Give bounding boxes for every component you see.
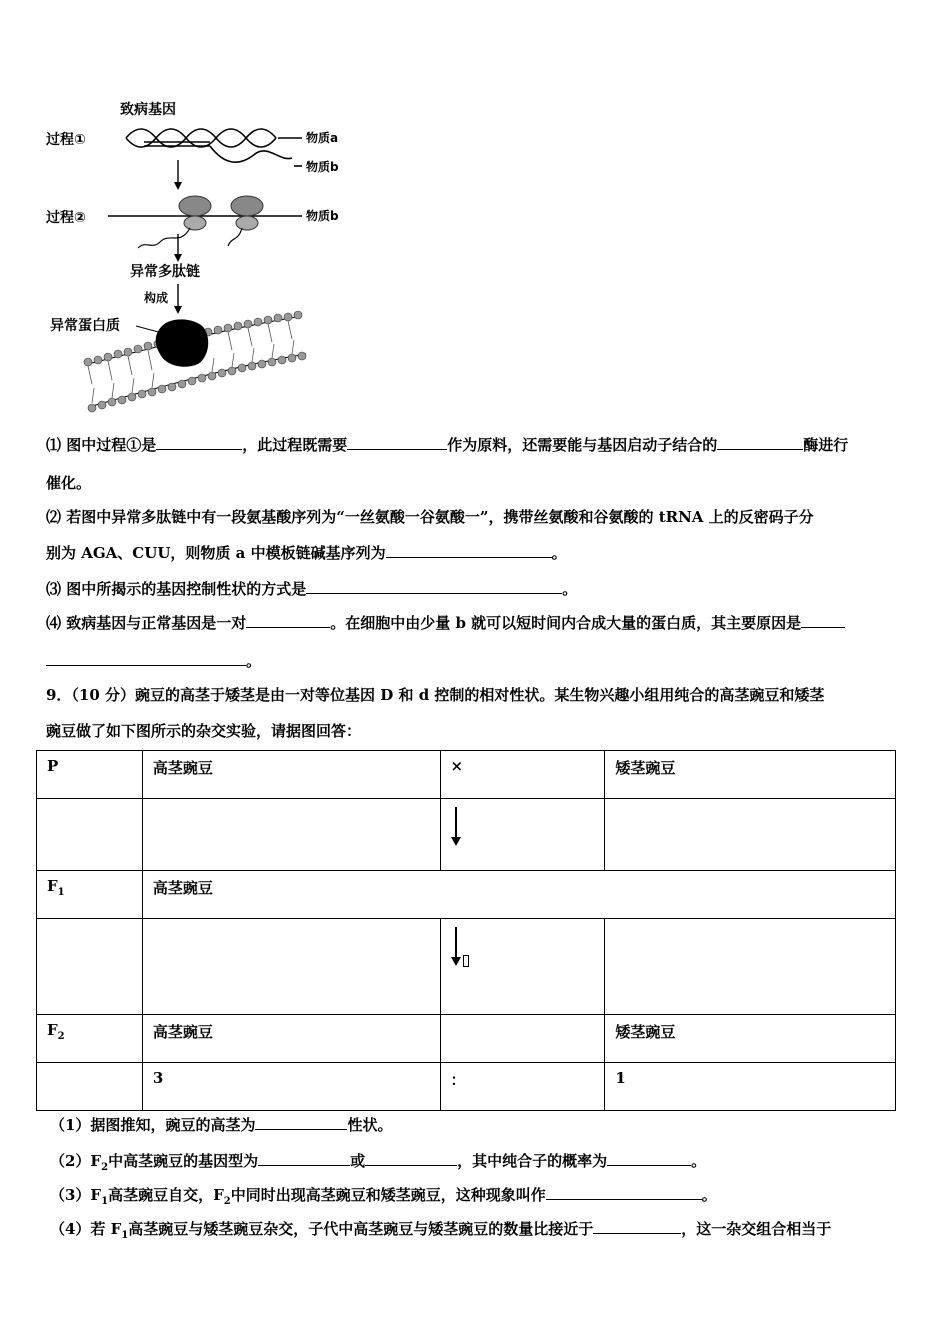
abnormal-protein-shape bbox=[156, 319, 209, 366]
q9-part3-text: 中同时出现高茎豌豆和矮茎豌豆，这种现象叫作 bbox=[230, 1186, 546, 1204]
f2-label-sub: 2 bbox=[57, 1031, 65, 1042]
arrow-down-icon bbox=[451, 805, 461, 845]
answer-blank[interactable] bbox=[801, 613, 845, 628]
answer-blank[interactable] bbox=[347, 435, 447, 450]
q9-intro-cont bbox=[46, 720, 908, 742]
cross-symbol: × bbox=[440, 751, 605, 799]
q8-part1-text: 催化。 bbox=[46, 474, 92, 492]
abnormal-protein-label: 异常蛋白质 bbox=[50, 318, 120, 334]
answer-blank[interactable] bbox=[386, 543, 552, 558]
q9-part3-sub: 1 bbox=[101, 1196, 109, 1207]
q8-part1-text: ，此过程既需要 bbox=[242, 436, 348, 454]
answer-blank[interactable] bbox=[546, 1185, 702, 1200]
q8-part3-text: 。 bbox=[562, 580, 578, 598]
answer-blank[interactable] bbox=[365, 1151, 457, 1166]
gene-label: 致病基因 bbox=[120, 102, 176, 118]
f2-label-text: F bbox=[47, 1021, 58, 1039]
q8-part2 bbox=[46, 506, 908, 528]
ratio-right-cell: 1 bbox=[605, 1063, 896, 1111]
q9-intro-text: 豌豆做了如下图所示的杂交实验，请据图回答： bbox=[46, 722, 362, 740]
table-row bbox=[37, 1063, 896, 1111]
q8-part4-text: 。 bbox=[246, 652, 262, 670]
q8-part3 bbox=[46, 578, 908, 600]
gene-expression-figure bbox=[40, 96, 360, 426]
peptide-chain bbox=[138, 228, 242, 248]
p-tall-cell: 高茎豌豆 bbox=[142, 751, 440, 799]
q8-part2-cont bbox=[46, 542, 908, 564]
q8-part1 bbox=[46, 434, 908, 456]
q9-part4 bbox=[50, 1218, 912, 1247]
arrow-down-icon bbox=[174, 160, 182, 190]
empty-cell bbox=[142, 799, 440, 871]
answer-blank[interactable] bbox=[46, 651, 246, 666]
q8-part2-text: 别为 AGA、CUU，则物质 a 中模板链碱基序列为 bbox=[46, 544, 386, 562]
empty-cell bbox=[37, 799, 143, 871]
q9-part1-text: 性状。 bbox=[347, 1116, 393, 1134]
f2-tall-cell: 高茎豌豆 bbox=[142, 1015, 440, 1063]
process2-label: 过程② bbox=[46, 210, 86, 226]
q9-part4-text: 高茎豌豆与矮茎豌豆杂交，子代中高茎豌豆与矮茎豌豆的数量比接近于 bbox=[128, 1220, 594, 1238]
q8-part4 bbox=[46, 612, 908, 634]
answer-blank[interactable] bbox=[258, 1151, 350, 1166]
q9-part1-text: （1）据图推知，豌豆的高茎为 bbox=[50, 1116, 256, 1134]
q9-part2-sub: 2 bbox=[101, 1162, 109, 1173]
table-row bbox=[37, 919, 896, 1015]
empty-cell bbox=[37, 919, 143, 1015]
q9-part4-sub: 1 bbox=[121, 1230, 129, 1241]
answer-blank[interactable] bbox=[156, 435, 242, 450]
q9-part3-sub: 2 bbox=[223, 1196, 231, 1207]
q9-part2-text: （2）F bbox=[50, 1152, 102, 1170]
substance-a-label: 物质a bbox=[306, 131, 339, 145]
arrow-cell bbox=[440, 919, 605, 1015]
q9-part4-text: （4）若 F bbox=[50, 1220, 122, 1238]
arrow-cell bbox=[440, 799, 605, 871]
cross-table bbox=[36, 750, 896, 1111]
f1-label-text: F bbox=[47, 877, 58, 895]
answer-blank[interactable] bbox=[246, 613, 330, 628]
q9-part2-text: 。 bbox=[691, 1152, 707, 1170]
q8-part1-text: ⑴ 图中过程①是 bbox=[46, 436, 157, 454]
dna-helix bbox=[126, 129, 302, 166]
ratio-sep-cell: ： bbox=[440, 1063, 605, 1111]
table-row bbox=[37, 751, 896, 799]
q9-part3-text: （3）F bbox=[50, 1186, 102, 1204]
p-generation-label: P bbox=[37, 751, 143, 799]
ratio-left-cell: 3 bbox=[142, 1063, 440, 1111]
answer-blank[interactable] bbox=[255, 1115, 347, 1130]
answer-blank[interactable] bbox=[717, 435, 803, 450]
q9-part1 bbox=[50, 1114, 912, 1136]
q9-part4-text: ，这一杂交组合相当于 bbox=[681, 1220, 832, 1238]
f2-generation-label bbox=[37, 1015, 143, 1063]
q9-part3-text: 。 bbox=[701, 1186, 717, 1204]
f1-label-sub: 1 bbox=[57, 887, 65, 898]
q8-part2-text: 。 bbox=[551, 544, 567, 562]
substance-b-label-2: 物质b bbox=[306, 209, 339, 223]
constitutes-label: 构成 bbox=[144, 291, 169, 305]
arrow-down-icon bbox=[451, 925, 461, 965]
empty-cell bbox=[142, 919, 440, 1015]
self-cross-icon bbox=[463, 955, 469, 967]
table-row bbox=[37, 799, 896, 871]
p-dwarf-cell: 矮茎豌豆 bbox=[605, 751, 896, 799]
q8-part4-text: ⑷ 致病基因与正常基因是一对 bbox=[46, 614, 247, 632]
q9-part2-text: 或 bbox=[350, 1152, 366, 1170]
ribosome-icon bbox=[179, 196, 263, 230]
q9-part2-text: ，其中纯合子的概率为 bbox=[457, 1152, 608, 1170]
q9-intro-text: 9．（10 分）豌豆的高茎于矮茎是由一对等位基因 D 和 d 控制的相对性状。某生物兴趣小组用纯合的高茎豌豆和矮茎 bbox=[46, 686, 825, 704]
q9-part2 bbox=[50, 1150, 912, 1179]
process1-label: 过程① bbox=[46, 132, 86, 148]
q8-part4-text: 。在细胞中由少量 b 就可以短时间内合成大量的蛋白质，其主要原因是 bbox=[330, 614, 802, 632]
empty-cell bbox=[37, 1063, 143, 1111]
table-row bbox=[37, 871, 896, 919]
empty-cell bbox=[440, 1015, 605, 1063]
empty-cell bbox=[605, 799, 896, 871]
f2-dwarf-cell: 矮茎豌豆 bbox=[605, 1015, 896, 1063]
q9-part2-text: 中高茎豌豆的基因型为 bbox=[108, 1152, 259, 1170]
empty-cell bbox=[605, 919, 896, 1015]
answer-blank[interactable] bbox=[593, 1219, 681, 1234]
f1-generation-label bbox=[37, 871, 143, 919]
q8-part1-text: 作为原料，还需要能与基因启动子结合的 bbox=[447, 436, 718, 454]
table-row bbox=[37, 1015, 896, 1063]
abnormal-peptide-label: 异常多肽链 bbox=[130, 264, 200, 280]
q8-part1-cont bbox=[46, 472, 908, 494]
q9-part3 bbox=[50, 1184, 912, 1213]
answer-blank[interactable] bbox=[607, 1151, 691, 1166]
f1-tall-cell: 高茎豌豆 bbox=[142, 871, 895, 919]
q8-part3-text: ⑶ 图中所揭示的基因控制性状的方式是 bbox=[46, 580, 307, 598]
q9-intro bbox=[46, 684, 908, 706]
answer-blank[interactable] bbox=[306, 579, 562, 594]
q8-part2-text: ⑵ 若图中异常多肽链中有一段氨基酸序列为“一丝氨酸一谷氨酸一”，携带丝氨酸和谷氨酸的 tRNA 上的反密码子分 bbox=[46, 508, 814, 526]
q9-part3-text: 高茎豌豆自交，F bbox=[108, 1186, 224, 1204]
substance-b-label: 物质b bbox=[306, 160, 339, 174]
q8-part4-cont bbox=[46, 650, 908, 672]
q8-part1-text: 酶进行 bbox=[803, 436, 849, 454]
